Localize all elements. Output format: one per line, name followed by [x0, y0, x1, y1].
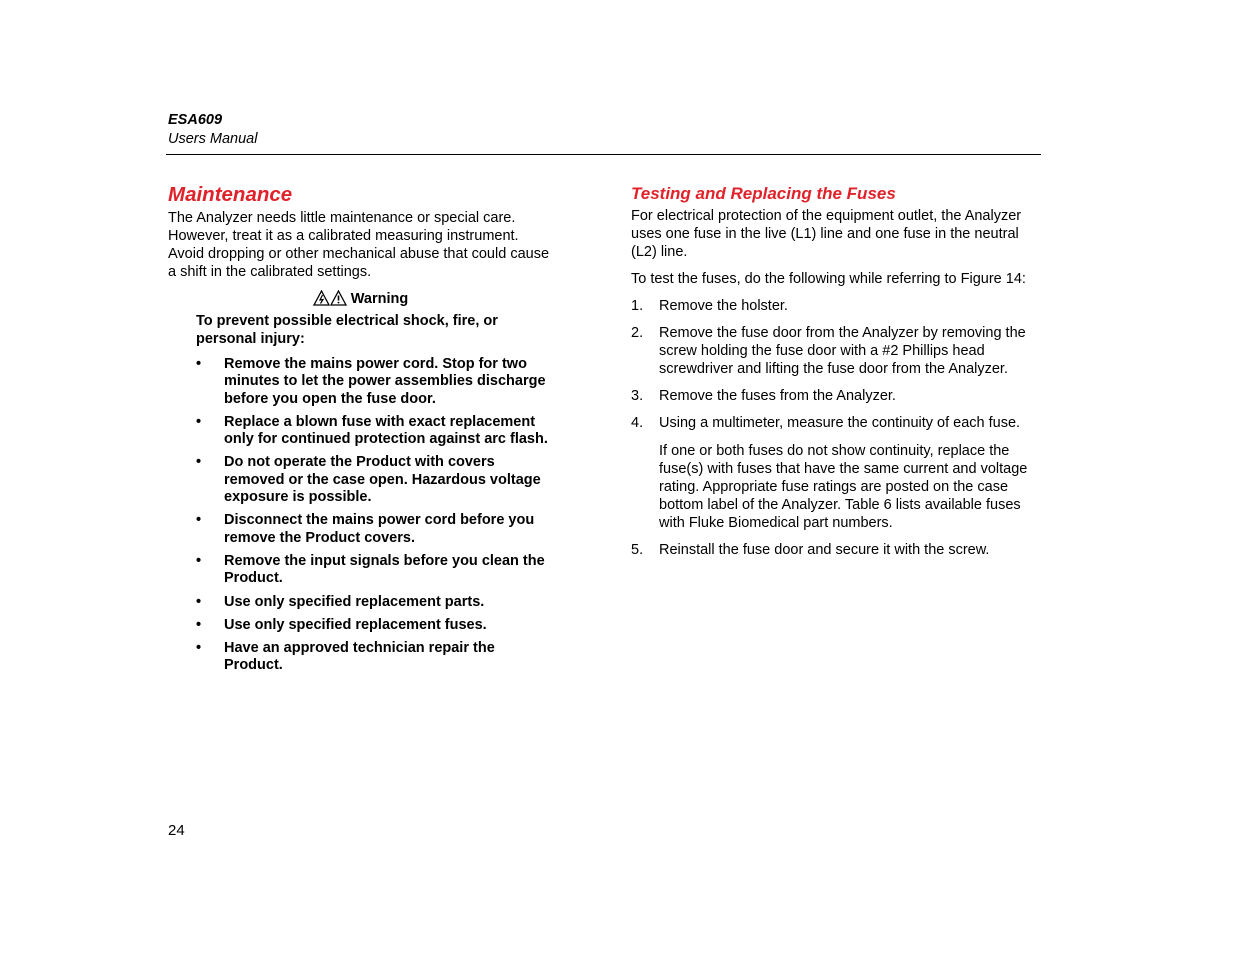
bullet-icon: •: [196, 356, 202, 372]
step-number: 2.: [631, 325, 644, 341]
shock-hazard-icon: [313, 290, 330, 306]
list-item-text: Remove the input signals before you clean the Product.: [224, 552, 545, 587]
bullet-icon: •: [196, 512, 202, 529]
list-item: [196, 414, 553, 449]
step-text: Remove the fuse door from the Analyzer by removing the screw holding the fuse door with a #2 Phillips head screwdriver and lifting the fuse door from the Analyzer.: [659, 325, 1026, 377]
warning-label: Warning: [350, 291, 409, 307]
right-column: [631, 181, 1046, 568]
step-item: [631, 324, 1046, 378]
step-item: [631, 414, 1046, 532]
step-text: Remove the holster.: [659, 298, 788, 314]
step-text: Using a multimeter, measure the continuity of each fuse.: [659, 415, 1021, 431]
bullet-icon: •: [196, 552, 202, 569]
list-item-text: Do not operate the Product with covers removed or the case open. Hazardous voltage exposure is possible.: [224, 454, 541, 506]
list-item-text: Use only specified replacement fuses.: [224, 616, 487, 633]
warning-heading: [168, 290, 553, 308]
warning-intro: To prevent possible electrical shock, fire, or personal injury:: [196, 313, 498, 347]
steps-list: [631, 297, 1046, 559]
list-item-text: Remove the mains power cord. Stop for two minutes to let the power assemblies discharge before you open the fuse door.: [224, 356, 546, 407]
bullet-icon: •: [196, 616, 202, 633]
bullet-icon: •: [196, 454, 202, 471]
step-note: If one or both fuses do not show continuity, replace the fuse(s) with fuses that have the same current and voltage rating. Appropriate fuse ratings are posted on the case bottom label of the Analyzer. Table 6 lists available fuses with Fluke Biomedical part numbers.: [659, 443, 1028, 531]
list-item: [196, 594, 553, 611]
bullet-icon: •: [196, 413, 202, 430]
list-item-text: Have an approved technician repair the Product.: [224, 640, 495, 674]
page-number: 24: [168, 822, 185, 839]
running-header: [168, 111, 257, 149]
step-item: [631, 297, 1046, 315]
warning-list: [196, 356, 553, 675]
left-column: [168, 181, 553, 681]
list-item-text: Disconnect the mains power cord before you remove the Product covers.: [224, 512, 535, 546]
list-item: [196, 356, 553, 408]
fuses-intro: For electrical protection of the equipment outlet, the Analyzer uses one fuse in the live (L1) line and one fuse in the neutral (L2) line.: [631, 208, 1022, 260]
document-model: ESA609: [168, 112, 223, 128]
caution-icon: [330, 290, 347, 306]
step-item: [631, 387, 1046, 405]
step-number: 3.: [631, 388, 644, 404]
section-title-fuses: Testing and Replacing the Fuses: [631, 184, 896, 203]
list-item: [196, 640, 553, 675]
step-number: 1.: [631, 298, 644, 314]
document-type: Users Manual: [168, 131, 258, 147]
step-number: 5.: [631, 542, 644, 558]
bullet-icon: •: [196, 640, 202, 657]
list-item: [196, 617, 553, 634]
header-rule: [166, 154, 1041, 155]
section-title-maintenance: Maintenance: [168, 183, 293, 206]
list-item: [196, 454, 553, 506]
step-number: 4.: [631, 415, 644, 431]
maintenance-intro: The Analyzer needs little maintenance or special care. However, treat it as a calibrated measuring instrument. Avoid dropping or other mechanical abuse that could cause a shift in the calibrated settings.: [168, 210, 550, 280]
list-item-text: Use only specified replacement parts.: [224, 593, 485, 610]
list-item: [196, 553, 553, 588]
list-item-text: Replace a blown fuse with exact replacement only for continued protection against arc flash.: [224, 413, 548, 448]
list-item: [196, 512, 553, 547]
step-text: Reinstall the fuse door and secure it with the screw.: [659, 542, 990, 558]
step-text: Remove the fuses from the Analyzer.: [659, 388, 896, 404]
fuses-instruction: To test the fuses, do the following while referring to Figure 14:: [631, 271, 1026, 287]
bullet-icon: •: [196, 593, 202, 610]
step-item: [631, 541, 1046, 559]
